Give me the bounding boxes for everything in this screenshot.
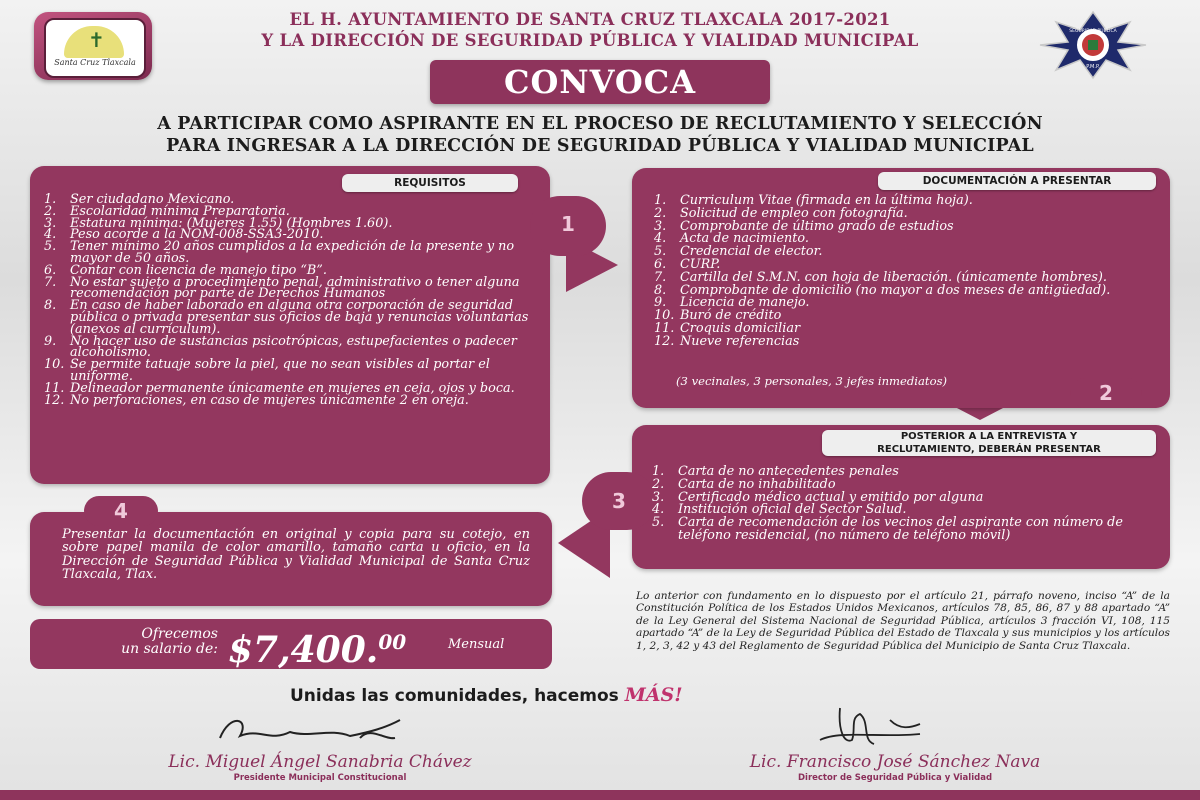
step-4-badge: 4 [84, 496, 158, 526]
list-item-number: 2. [44, 203, 57, 219]
list-item-text: Certificado médico actual y emitido por alguna [678, 489, 984, 505]
salary-offer-line-2: un salario de: [121, 641, 218, 657]
list-item-text: Licencia de manejo. [680, 295, 810, 311]
list-item [654, 246, 1154, 259]
cross-icon: ✝ [88, 28, 105, 52]
list-item-number: 3. [652, 489, 665, 505]
list-item [654, 333, 1154, 349]
list-item-number: 4. [44, 227, 57, 243]
signature-right-name: Lic. Francisco José Sánchez Nava [749, 752, 1041, 772]
police-badge-logo [1018, 10, 1168, 80]
list-item-text: Cartilla del S.M.N. con hoja de liberación. (únicamente hombres). [680, 269, 1107, 285]
list-item-number: 10. [44, 357, 65, 373]
list-item-text: Acta de nacimiento. [680, 231, 809, 247]
list-item-text: Peso acorde a la NOM-008-SSA3-2010. [70, 227, 324, 243]
list-item [652, 517, 1152, 543]
step-3-badge: 3 [582, 472, 656, 530]
salary-cents: 00 [378, 630, 407, 654]
page-title: CONVOCA [430, 60, 770, 104]
salary-offer-line-1: Ofrecemos [141, 626, 218, 642]
signature-left-title: Presidente Municipal Constitucional [233, 773, 407, 783]
list-item [44, 274, 544, 302]
list-item-text: Buró de crédito [680, 308, 782, 324]
posterior-label [822, 430, 1156, 456]
header-line-2: Y LA DIRECCIÓN DE SEGURIDAD PÚBLICA Y VIALIDAD MUNICIPAL [261, 31, 919, 50]
list-item-text: Carta de no antecedentes penales [678, 464, 899, 479]
list-item [44, 300, 544, 335]
requisitos-list [44, 194, 544, 406]
list-item [44, 392, 544, 408]
list-item-text: Escolaridad mínima Preparatoria. [70, 203, 290, 219]
documentacion-list [654, 195, 1154, 349]
list-item-text: Tener mínimo 20 años cumplidos a la expedición de la presente y no mayor de 50 años. [70, 239, 515, 266]
documentacion-note: (3 vecinales, 3 personales, 3 jefes inmediatos) [676, 374, 948, 388]
list-item-number: 8. [654, 282, 667, 298]
subheading-line-2: PARA INGRESAR A LA DIRECCIÓN DE SEGURIDAD PÚBLICA Y VIALIDAD MUNICIPAL [166, 136, 1034, 156]
signature-left-name: Lic. Miguel Ángel Sanabria Chávez [168, 752, 472, 772]
list-item-number: 7. [44, 274, 57, 290]
slogan [290, 684, 683, 706]
slogan-highlight: MÁS! [624, 684, 683, 706]
list-item-number: 10. [654, 308, 675, 324]
list-item-text: No perforaciones, en caso de mujeres únicamente 2 en oreja. [70, 392, 469, 408]
list-item-number: 2. [652, 476, 665, 492]
badge-top-text: SEGURIDAD PÚBLICA [1069, 29, 1117, 34]
presentar-text: Presentar la documentación en original y copia para su cotejo, en sobre papel manila de color amarillo, tamaño carta u oficio, en la Dirección de Seguridad Pública y Vialidad Municipal de Santa Cruz Tlaxcala, Tlax. [62, 527, 530, 583]
signature-right-title: Director de Seguridad Pública y Vialidad [797, 773, 993, 783]
list-item [44, 241, 544, 265]
logo-text: Santa Cruz Tlaxcala [54, 58, 136, 67]
list-item-text: Curriculum Vitae (firmada en la última hoja). [680, 193, 973, 208]
list-item-text: Comprobante de domicilio (no mayor a dos meses de antigüedad). [680, 282, 1111, 298]
footer-bar [0, 790, 1200, 800]
list-item-number: 2. [654, 205, 667, 221]
list-item-number: 3. [654, 218, 667, 234]
posterior-label-line-1: POSTERIOR A LA ENTREVISTA Y [900, 431, 1078, 442]
list-item-text: Estatura mínima: (Mujeres 1.55) (Hombres 1.60). [70, 215, 393, 231]
badge-bottom-text: P.M.P. [1086, 64, 1100, 70]
list-item-number: 1. [44, 192, 57, 207]
signature-left [210, 708, 410, 752]
step-1-badge: 1 [530, 196, 606, 256]
header-line-1: EL H. AYUNTAMIENTO DE SANTA CRUZ TLAXCALA 2017-2021 [289, 10, 891, 29]
list-item-text: Ser ciudadano Mexicano. [70, 192, 235, 207]
list-item-text: Institución oficial del Sector Salud. [678, 502, 907, 518]
signature-right [800, 700, 940, 752]
list-item-text: Carta de recomendación de los vecinos del aspirante con número de teléfono residencial, (no número de teléfono móvil) [678, 515, 1123, 543]
list-item-text: Solicitud de empleo con fotografía. [680, 205, 908, 221]
salary-box [30, 619, 552, 669]
list-item-number: 7. [654, 269, 667, 285]
list-item-text: Croquis domiciliar [680, 320, 801, 336]
posterior-label-line-2: RECLUTAMIENTO, DEBERÁN PRESENTAR [877, 444, 1101, 455]
list-item [44, 359, 544, 383]
list-item-text: Credencial de elector. [680, 244, 823, 260]
requisitos-label: REQUISITOS [342, 174, 518, 192]
list-item-number: 12. [44, 392, 65, 408]
list-item-number: 1. [652, 464, 665, 479]
salary-amount: $7,400. [228, 629, 379, 671]
list-item-number: 9. [654, 295, 667, 311]
list-item-number: 5. [44, 239, 57, 255]
list-item-text: Comprobante de último grado de estudios [680, 218, 954, 234]
subheading-line-1: A PARTICIPAR COMO ASPIRANTE EN EL PROCESO DE RECLUTAMIENTO Y SELECCIÓN [157, 114, 1043, 134]
list-item-text: Se permite tatuaje sobre la piel, que no sean visibles al portar el uniforme. [70, 357, 490, 384]
list-item-text: No estar sujeto a procedimiento penal, administrativo o tener alguna recomendación por parte de Derechos Humanos [70, 274, 520, 302]
list-item-number: 8. [44, 298, 57, 314]
list-item-number: 5. [652, 515, 665, 531]
list-item-number: 6. [44, 262, 57, 278]
salary-period: Mensual [448, 637, 505, 652]
documentacion-label: DOCUMENTACIÓN A PRESENTAR [878, 172, 1156, 190]
list-item-number: 5. [654, 244, 667, 260]
list-item-text: Contar con licencia de manejo tipo “B”. [70, 262, 327, 278]
list-item-number: 9. [44, 333, 57, 349]
list-item-text: En caso de haber laborado en alguna otra corporación de seguridad pública o privada presentar sus oficios de baja y renuncias voluntarias (anexos al currículum). [70, 298, 529, 337]
posterior-list [652, 466, 1152, 543]
list-item-text: Carta de no inhabilitado [678, 476, 836, 492]
list-item-number: 4. [652, 502, 665, 518]
list-item-text: No hacer uso de sustancias psicotrópicas, estupefacientes o padecer alcoholismo. [70, 333, 517, 361]
list-item-number: 4. [654, 231, 667, 247]
list-item-number: 11. [44, 380, 65, 396]
list-item-number: 12. [654, 333, 675, 349]
slogan-text: Unidas las comunidades, hacemos [290, 686, 619, 706]
legal-basis-text: Lo anterior con fundamento en lo dispuesto por el artículo 21, párrafo noveno, inciso “A” de la Constitución Política de los Estados Unidos Mexicanos, artículos 78, 85, 86, 87 y 88 apartado “A” de la Ley General del Sistema Nacional de Seguridad Pública, artículos 3 fracción VI, 108, 115 apartado “A” de la Ley de Seguridad Pública del Estado de Tlaxcala y sus municipios y los artículos 1, 2, 3, 42 y 43 del Reglamento de Seguridad Pública del Municipio de Santa Cruz Tlaxcala. [636, 590, 1170, 652]
list-item [44, 333, 544, 361]
list-item-number: 6. [654, 256, 667, 272]
list-item-number: 3. [44, 215, 57, 231]
list-item-number: 1. [654, 193, 667, 208]
list-item-text: Nueve referencias [680, 333, 800, 349]
municipal-logo [34, 12, 152, 80]
step-2-badge: 2 [1070, 378, 1142, 408]
list-item-number: 11. [654, 320, 675, 336]
list-item-text: Delineador permanente únicamente en mujeres en ceja, ojos y boca. [70, 380, 515, 396]
list-item-text: CURP. [680, 256, 721, 272]
